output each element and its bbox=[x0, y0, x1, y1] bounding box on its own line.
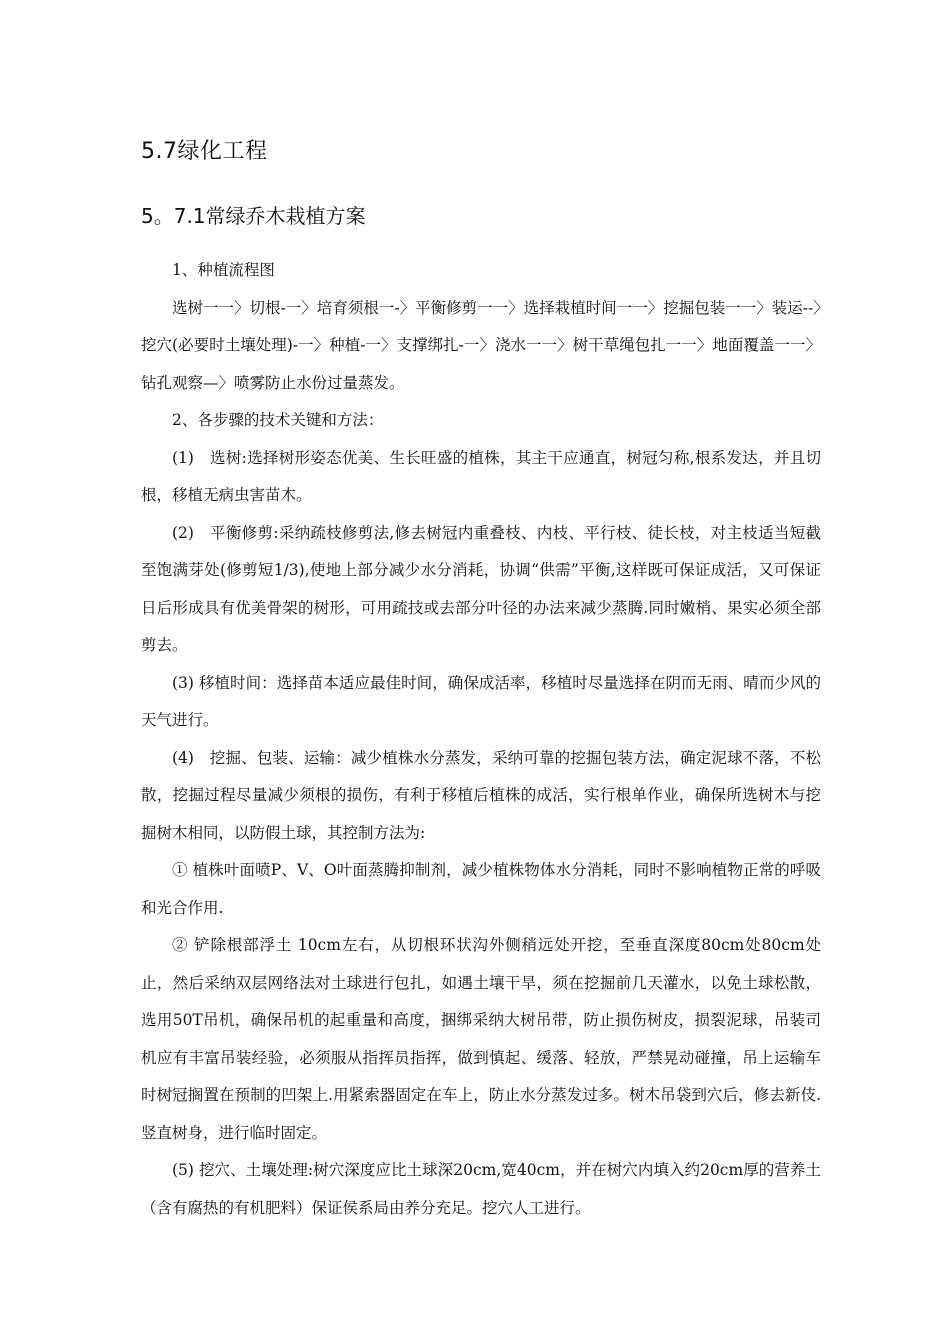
section-heading: 5.7绿化工程 bbox=[141, 139, 268, 164]
paragraph-step-3: (3) 移植时间：选择苗本适应最佳时间，确保成活率，移植时尽量选择在阴而无雨、晴而少风的天气进行。 bbox=[141, 673, 821, 729]
subsection-heading: 5。7.1常绿乔木栽植方案 bbox=[141, 204, 366, 228]
paragraph-flow: 选树一一〉切根-一〉培育须根一-〉平衡修剪一一〉选择栽植时间一一〉挖掘包装一一〉装运--〉挖穴(必要时土壤处理)-一〉种植-一〉支撑绑扎-一〉浇水一一〉树干草绳包扎一一〉地面覆盖一一〉钻孔观察—〉喷雾防止水份过量蒸发。 bbox=[141, 298, 821, 392]
list-heading-flow: 1、种植流程图 bbox=[172, 261, 275, 279]
list-heading-steps: 2、各步骤的技术关键和方法： bbox=[172, 411, 384, 429]
paragraph-substep-1: ① 植株叶面喷P、V、O叶面蒸腾抑制剂，减少植株物体水分消耗，同时不影响植物正常的呼吸和光合作用. bbox=[141, 861, 821, 917]
body-text bbox=[141, 252, 821, 1227]
paragraph-step-2: (2) 平衡修剪:采纳疏枝修剪法,修去树冠内重叠枝、内枝、平行枝、徒长枝，对主枝适当短截至饱满芽处(修剪短1/3),使地上部分减少水分消耗，协调“供需”平衡,这样既可保证成活，又可保证日后形成具有优美骨架的树形，可用疏技或去部分叶径的办法来减少蒸腾.同时嫩梢、果实必须全部剪去。 bbox=[141, 523, 821, 654]
paragraph-step-5: (5) 挖穴、土壤处理:树穴深度应比土球深20cm,宽40cm，并在树穴内填入约20cm厚的营养土（含有腐热的有机肥料）保证侯系局由养分充足。挖穴人工进行。 bbox=[141, 1161, 821, 1217]
paragraph-substep-2: ② 铲除根部浮土 10cm左右，从切根环状沟外侧稍远处开挖，至垂直深度80cm处80cm处止，然后采纳双层网络法对土球进行包扎，如遇土壤干旱，须在挖掘前几天灌水，以免土球松散，选用50T吊机，确保吊机的起重量和高度，捆绑采纳大树吊带，防止损伤树皮，损裂泥球，吊装司机应有丰富吊装经验，必须服从指挥员指挥，做到慎起、缓落、轻放，严禁晃动碰撞，吊上运输车时树冠搁置在预制的凹架上.用紧索器固定在车上，防止水分蒸发过多。树木吊袋到穴后，修去新伎.竖直树身，进行临时固定。 bbox=[141, 936, 821, 1142]
paragraph-step-1: (1) 选树:选择树形姿态优美、生长旺盛的植株，其主干应通直，树冠匀称,根系发达，并且切根，移植无病虫害苗木。 bbox=[141, 448, 821, 504]
paragraph-step-4: (4) 挖掘、包装、运输：减少植株水分蒸发，采纳可靠的挖掘包装方法，确定泥球不落，不松散，挖掘过程尽量减少须根的损伤，有利于移植后植株的成活，实行根单作业，确保所选树木与挖掘树木相同，以防假土球，其控制方法为: bbox=[141, 748, 821, 842]
